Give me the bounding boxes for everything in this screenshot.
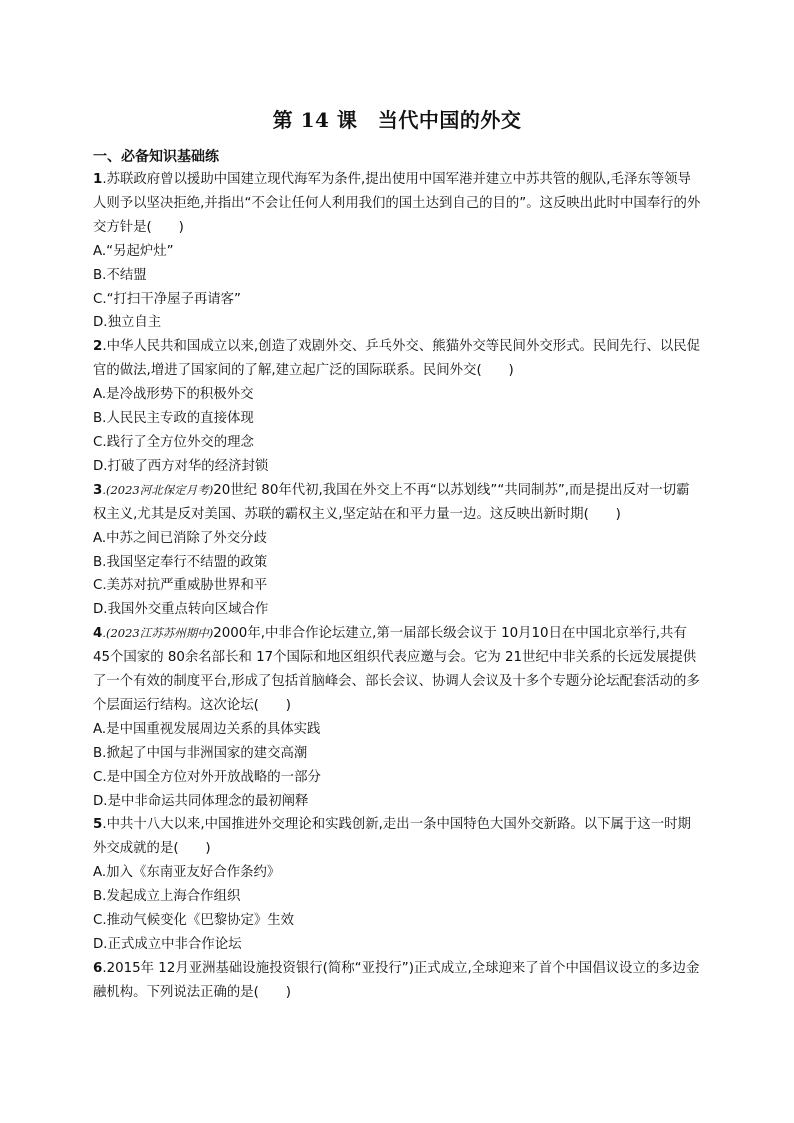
option-c: C.是中国全方位对外开放战略的一部分 (93, 769, 321, 785)
option-a: A.加入《东南亚友好合作条约》 (93, 865, 281, 881)
option-d: D.打破了西方对华的经济封锁 (93, 458, 269, 474)
question-list (93, 168, 701, 1005)
option-a: A.“另起炉灶” (93, 243, 174, 259)
lesson-title: 第 14 课 当代中国的外交 (272, 108, 522, 132)
question-number: 4 (93, 626, 103, 642)
option-b: B.掀起了中国与非洲国家的建交高潮 (93, 745, 308, 761)
option-b: B.我国坚定奉行不结盟的政策 (93, 554, 268, 570)
option-a: A.中苏之间已消除了外交分歧 (93, 530, 267, 546)
question-stem (93, 957, 701, 1005)
section-heading: 一、必备知识基础练 (93, 149, 219, 165)
question-stem (93, 335, 701, 383)
option-c: C.推动气候变化《巴黎协定》生效 (93, 913, 295, 929)
question-number: 2 (93, 339, 103, 355)
option-b: B.人民民主专政的直接体现 (93, 411, 254, 427)
question-text: .2015年 12月亚洲基础设施投资银行(简称“亚投行”)正式成立,全球迎来了首个中国倡议设立的多边金融机构。下列说法正确的是( ) (93, 960, 700, 1000)
question-3 (93, 479, 701, 622)
option-d: D.正式成立中非合作论坛 (93, 937, 242, 952)
option-d: D.我国外交重点转向区域合作 (93, 602, 269, 618)
question-number: 1 (93, 172, 103, 187)
option-d: D.独立自主 (93, 315, 162, 331)
question-2 (93, 335, 701, 478)
option-b: B.不结盟 (93, 267, 147, 283)
option-a: A.是冷战形势下的积极外交 (93, 387, 254, 403)
option-c: C.“打扫干净屋子再请客” (93, 291, 241, 307)
question-text: .中华人民共和国成立以来,创造了戏剧外交、乒乓外交、熊猫外交等民间外交形式。民间先行、以民促官的做法,增进了国家间的了解,建立起广泛的国际联系。民间外交( ) (93, 339, 701, 379)
question-stem (93, 479, 701, 527)
question-number: 3 (93, 482, 103, 498)
question-5 (93, 813, 701, 956)
question-stem (93, 168, 701, 240)
question-text: .中共十八大以来,中国推进外交理论和实践创新,走出一条中国特色大国外交新路。以下属于这一时期外交成就的是( ) (93, 817, 691, 857)
question-6 (93, 957, 701, 1005)
question-source: .(2023河北保定月考) (102, 482, 214, 497)
question-4 (93, 622, 701, 813)
question-stem (93, 622, 701, 718)
option-a: A.是中国重视发展周边关系的具体实践 (93, 721, 321, 737)
option-b: B.发起成立上海合作组织 (93, 889, 241, 905)
option-d: D.是中非命运共同体理念的最初阐释 (93, 793, 309, 809)
question-number: 6 (93, 960, 103, 976)
question-text: 2000年,中非合作论坛建立,第一届部长级会议于 10月10日在中国北京举行,共有 45个国家的 80余名部长和 17个国际和地区组织代表应邀与会。它为 21世纪中非关系的长远发展提供了一个有效的制度平台,形成了包括首脑峰会、部长会议、协调人会议及十多个专题分论坛配套活动的多个层面运行结构。这次论坛( ) (93, 626, 700, 713)
question-stem (93, 813, 701, 861)
question-text: 20世纪 80年代初,我国在外交上不再“以苏划线”“共同制苏”,而是提出反对一切霸权主义,尤其是反对美国、苏联的霸权主义,坚定站在和平力量一边。这反映出新时期( ) (93, 482, 690, 522)
option-c: C.美苏对抗严重威胁世界和平 (93, 578, 268, 594)
question-1 (93, 168, 701, 335)
question-text: .苏联政府曾以援助中国建立现代海军为条件,提出使用中国军港并建立中苏共管的舰队,毛泽东等领导人则予以坚决拒绝,并指出“不会让任何人利用我们的国土达到自己的目的”。这反映出此时中国奉行的外交方针是( ) (93, 172, 701, 235)
option-c: C.践行了全方位外交的理念 (93, 434, 254, 450)
question-source: .(2023江苏苏州期中) (102, 626, 214, 641)
question-number: 5 (93, 817, 103, 833)
